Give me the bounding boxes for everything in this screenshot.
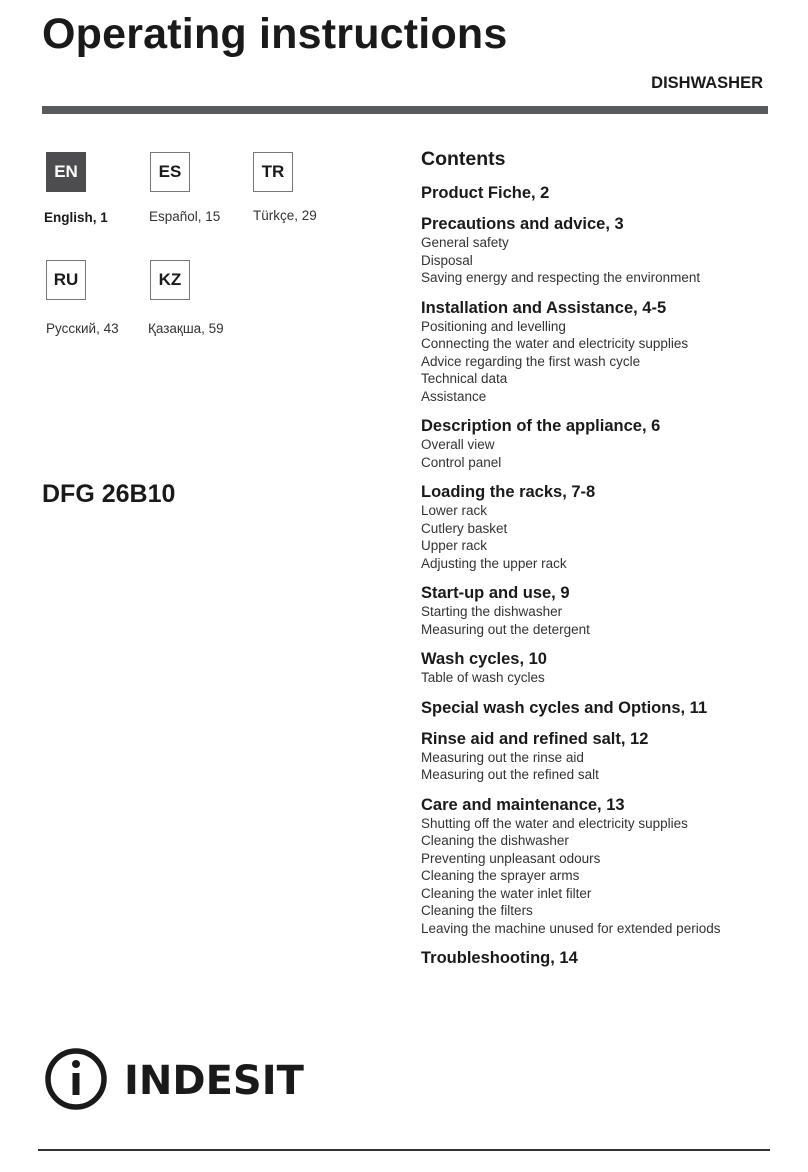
contents-subsection-item[interactable]: Advice regarding the first wash cycle [421, 353, 641, 369]
bottom-divider [38, 1149, 770, 1151]
contents-section [421, 729, 791, 784]
contents-sections [421, 183, 791, 968]
contents-subsection-item[interactable]: General safety [421, 235, 509, 250]
contents-section-title[interactable]: Product Fiche, 2 [421, 184, 550, 202]
contents-section-title[interactable]: Installation and Assistance, 4-5 [421, 298, 667, 317]
contents-subsection-item[interactable]: Upper rack [421, 538, 488, 553]
model-number: DFG 26B10 [42, 480, 176, 508]
contents-section [421, 698, 791, 718]
indesit-power-logo-icon [44, 1044, 114, 1114]
contents-subsection-item[interactable]: Measuring out the detergent [421, 621, 590, 637]
lang-box-es[interactable]: ES [150, 152, 190, 192]
contents-section-title[interactable]: Precautions and advice, 3 [421, 215, 624, 233]
page-title: Operating instructions [42, 10, 508, 58]
brand-logo [44, 1044, 304, 1114]
lang-label-en[interactable]: English, 1 [44, 210, 108, 225]
contents-subsection-item[interactable]: Measuring out the rinse aid [421, 749, 584, 765]
contents-subsection-item[interactable]: Adjusting the upper rack [421, 555, 567, 571]
contents-subsection-item[interactable]: Starting the dishwasher [421, 604, 563, 619]
contents-subsection-item[interactable]: Connecting the water and electricity supplies [421, 336, 689, 351]
contents-section-title[interactable]: Wash cycles, 10 [421, 650, 547, 668]
table-of-contents [421, 148, 791, 979]
brand-name: INDESIT [124, 1058, 304, 1104]
contents-subsection-item[interactable]: Lower rack [421, 503, 488, 518]
contents-subsection-item[interactable]: Overall view [421, 437, 495, 452]
contents-section [421, 482, 791, 572]
contents-section [421, 298, 791, 406]
contents-subsection-item[interactable]: Assistance [421, 388, 487, 404]
contents-subsection-item[interactable]: Leaving the machine unused for extended periods [421, 920, 721, 936]
product-type-label: DISHWASHER [651, 74, 763, 92]
lang-box-ru[interactable]: RU [46, 260, 86, 300]
contents-subsection-item[interactable]: Cleaning the dishwasher [421, 833, 569, 848]
contents-heading: Contents [421, 148, 506, 170]
contents-subsection-item[interactable]: Shutting off the water and electricity supplies [421, 815, 688, 831]
contents-subsection-item[interactable]: Table of wash cycles [421, 670, 545, 685]
contents-section-title[interactable]: Troubleshooting, 14 [421, 949, 578, 967]
contents-section [421, 214, 791, 287]
lang-box-en[interactable]: EN [46, 152, 86, 192]
contents-section [421, 795, 791, 938]
contents-subsection-item[interactable]: Cleaning the water inlet filter [421, 885, 592, 901]
contents-section-title[interactable]: Rinse aid and refined salt, 12 [421, 729, 649, 748]
lang-box-tr[interactable]: TR [253, 152, 293, 192]
contents-subsection-item[interactable]: Measuring out the refined salt [421, 767, 599, 782]
contents-section-title[interactable]: Start-up and use, 9 [421, 584, 570, 602]
contents-subsection-item[interactable]: Control panel [421, 454, 502, 470]
contents-subsection-item[interactable]: Saving energy and respecting the environment [421, 270, 701, 285]
lang-label-tr[interactable]: Türkçe, 29 [253, 208, 317, 223]
contents-subsection-item[interactable]: Technical data [421, 371, 508, 386]
contents-subsection-item[interactable]: Cleaning the sprayer arms [421, 868, 580, 883]
lang-label-kz[interactable]: Қазақша, 59 [148, 321, 224, 336]
lang-label-es[interactable]: Español, 15 [149, 209, 221, 224]
contents-section [421, 948, 791, 968]
contents-subsection-item[interactable]: Cutlery basket [421, 520, 508, 536]
contents-subsection-item[interactable]: Positioning and levelling [421, 318, 566, 334]
contents-subsection-item[interactable]: Disposal [421, 252, 473, 268]
contents-section-title[interactable]: Loading the racks, 7-8 [421, 483, 596, 501]
contents-section-title[interactable]: Care and maintenance, 13 [421, 795, 625, 814]
contents-subsection-item[interactable]: Preventing unpleasant odours [421, 850, 601, 866]
contents-section [421, 583, 791, 638]
lang-label-ru[interactable]: Русский, 43 [46, 321, 119, 336]
contents-section [421, 183, 791, 203]
contents-section-title[interactable]: Description of the appliance, 6 [421, 417, 661, 435]
lang-box-kz[interactable]: KZ [150, 260, 190, 300]
title-divider [42, 106, 768, 114]
contents-section [421, 649, 791, 687]
contents-section [421, 416, 791, 471]
contents-section-title[interactable]: Special wash cycles and Options, 11 [421, 698, 708, 717]
contents-subsection-item[interactable]: Cleaning the filters [421, 903, 533, 918]
